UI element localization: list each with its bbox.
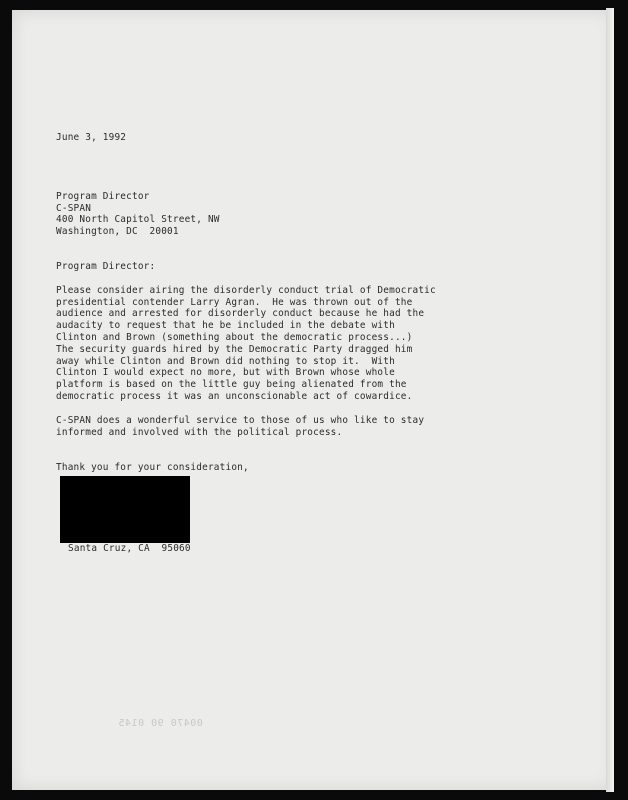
- body-line: democratic process it was an unconscionable act of cowardice.: [56, 390, 413, 402]
- body-paragraph-2: [56, 415, 526, 439]
- body-line: audience and arrested for disorderly conduct because he had the: [56, 308, 425, 320]
- salutation: Program Director:: [56, 260, 156, 272]
- letter-date: June 3, 1992: [56, 132, 127, 143]
- bleed-through-stamp: 00470 90 0145: [118, 718, 203, 729]
- letter-body: [56, 120, 526, 474]
- address-line: 400 North Capitol Street, NW: [56, 214, 220, 226]
- paper-edge: [606, 8, 614, 792]
- recipient-address: [56, 191, 526, 238]
- redacted-signature-block: [60, 476, 190, 543]
- body-line: away while Clinton and Brown did nothing to stop it. With: [56, 355, 395, 367]
- body-line: audacity to request that he be included in the debate with: [56, 320, 395, 332]
- body-line: Please consider airing the disorderly conduct trial of Democratic: [56, 284, 436, 296]
- body-line: informed and involved with the political process.: [56, 426, 343, 438]
- body-line: Clinton I would expect no more, but with Brown whose whole: [56, 367, 395, 379]
- body-line: presidential contender Larry Agran. He was thrown out of the: [56, 296, 413, 308]
- closing-line: Thank you for your consideration,: [56, 462, 249, 474]
- address-line: Program Director: [56, 190, 150, 202]
- address-line: Washington, DC 20001: [56, 226, 179, 238]
- sender-city: Santa Cruz, CA 95060: [68, 543, 191, 554]
- body-line: platform is based on the little guy being alienated from the: [56, 379, 407, 391]
- body-paragraph-1: [56, 285, 526, 403]
- body-line: C-SPAN does a wonderful service to those of us who like to stay: [56, 414, 425, 426]
- body-line: The security guards hired by the Democratic Party dragged him: [56, 343, 413, 355]
- body-line: Clinton and Brown (something about the democratic process...): [56, 331, 413, 343]
- address-line: C-SPAN: [56, 202, 92, 214]
